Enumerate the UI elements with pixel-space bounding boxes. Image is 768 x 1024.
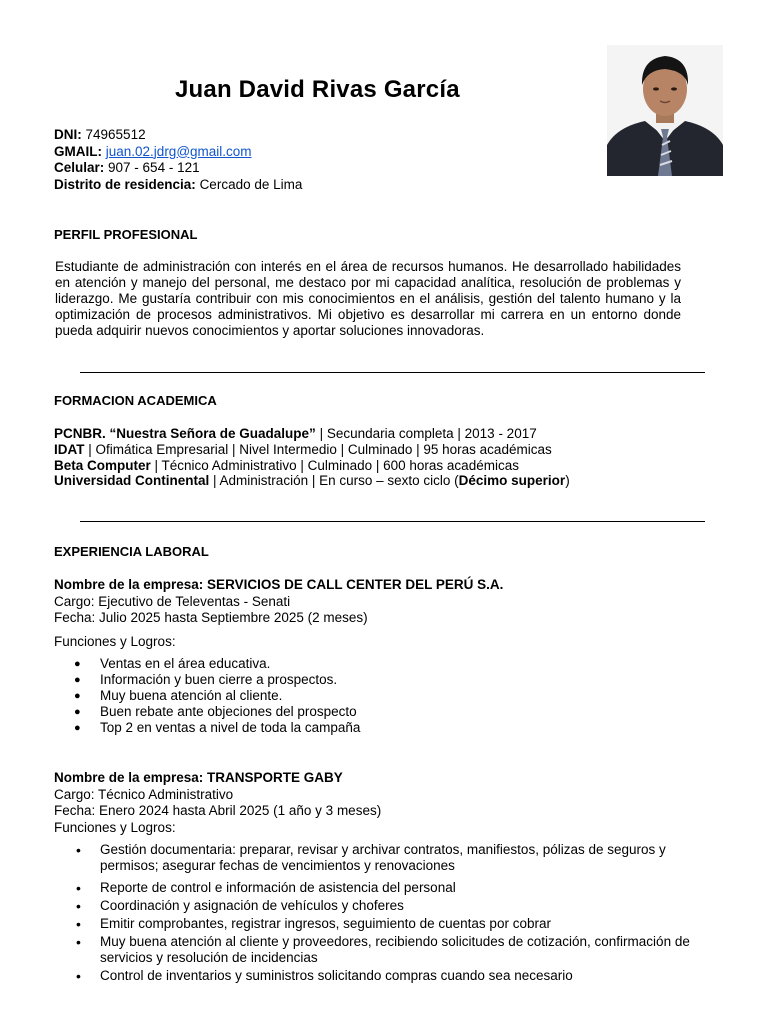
dni-line: DNI: 74965512 xyxy=(54,127,146,142)
edu-item: Universidad Continental | Administración | En curso – sexto ciclo (Décimo superior) xyxy=(54,473,570,489)
list-item: ● Información y buen cierre a prospectos. xyxy=(54,672,360,688)
gmail-line: GMAIL: juan.02.jdrg@gmail.com xyxy=(54,143,252,159)
job-1-logros xyxy=(54,656,360,736)
job-2 xyxy=(54,770,381,836)
distrito-line: Distrito de residencia: Cercado de Lima xyxy=(54,176,303,192)
cv-name: Juan David Rivas García xyxy=(175,76,460,103)
list-item: ● Ventas en el área educativa. xyxy=(54,656,360,672)
list-item: ● Top 2 en ventas a nivel de toda la campaña xyxy=(54,720,360,736)
job-2-logros xyxy=(54,842,704,986)
perfil-heading: PERFIL PROFESIONAL xyxy=(54,227,198,242)
job-cargo: Cargo: Técnico Administrativo xyxy=(54,786,234,802)
list-item: • Muy buena atención al cliente y proveedores, recibiendo solicitudes de cotización, confirmación de servicios y resolución de incidencias xyxy=(54,934,704,966)
formacion-heading: FORMACION ACADEMICA xyxy=(54,393,217,408)
distrito-value: Cercado de Lima xyxy=(199,176,303,192)
job-funciones-label: Funciones y Logros: xyxy=(54,633,176,649)
divider-2 xyxy=(80,521,705,522)
email-link[interactable]: juan.02.jdrg@gmail.com xyxy=(105,143,252,159)
list-item: • Control de inventarios y suministros solicitando compras cuando sea necesario xyxy=(54,968,704,984)
list-item: • Coordinación y asignación de vehículos y choferes xyxy=(54,898,704,914)
job-fecha: Fecha: Julio 2025 hasta Septiembre 2025 (2 meses) xyxy=(54,610,368,625)
contact-info xyxy=(54,127,302,193)
profile-photo xyxy=(607,45,723,176)
list-item: • Reporte de control e información de asistencia del personal xyxy=(54,880,704,896)
experiencia-heading: EXPERIENCIA LABORAL xyxy=(54,544,209,559)
edu-item: PCNBR. “Nuestra Señora de Guadalupe” | Secundaria completa | 2013 - 2017 xyxy=(54,426,537,441)
perfil-text: Estudiante de administración con interés en el área de recursos humanos. He desarrollado habilidades en atención y manejo del personal, me destaco por mi capacidad analítica, resolución de problemas y liderazgo. Me gustaría contribuir con mis conocimientos en el análisis, gestión del talento humano y la optimización de procesos administrativos. Mi objetivo es desarrollar mi carrera en un entorno donde pueda adquirir nuevos conocimientos y aportar soluciones innovadoras. xyxy=(55,259,681,338)
job-funciones-label: Funciones y Logros: xyxy=(54,819,176,835)
celular-line: Celular: 907 - 654 - 121 xyxy=(54,160,200,175)
job-1 xyxy=(54,577,503,650)
dni-value: 74965512 xyxy=(85,127,146,142)
edu-item: Beta Computer | Técnico Administrativo | Culminado | 600 horas académicas xyxy=(54,457,519,473)
celular-value: 907 - 654 - 121 xyxy=(108,160,200,175)
list-item: ● Buen rebate ante objeciones del prospecto xyxy=(54,704,360,720)
list-item: • Emitir comprobantes, registrar ingresos, seguimiento de cuentas por cobrar xyxy=(54,916,704,932)
list-item: ● Muy buena atención al cliente. xyxy=(54,688,360,704)
list-item: • Gestión documentaria: preparar, revisar y archivar contratos, manifiestos, pólizas de seguros y permisos; asegurar fechas de vencimientos y renovaciones xyxy=(54,842,704,874)
job-fecha: Fecha: Enero 2024 hasta Abril 2025 (1 año y 3 meses) xyxy=(54,803,382,818)
edu-item: IDAT | Ofimática Empresarial | Nivel Intermedio | Culminado | 95 horas académicas xyxy=(54,441,552,457)
divider-1 xyxy=(80,372,705,373)
job-company: Nombre de la empresa: TRANSPORTE GABY xyxy=(54,770,343,785)
formacion-list xyxy=(54,426,570,489)
job-company: Nombre de la empresa: SERVICIOS DE CALL CENTER DEL PERÚ S.A. xyxy=(54,577,504,592)
job-cargo: Cargo: Ejecutivo de Televentas - Senati xyxy=(54,593,291,609)
